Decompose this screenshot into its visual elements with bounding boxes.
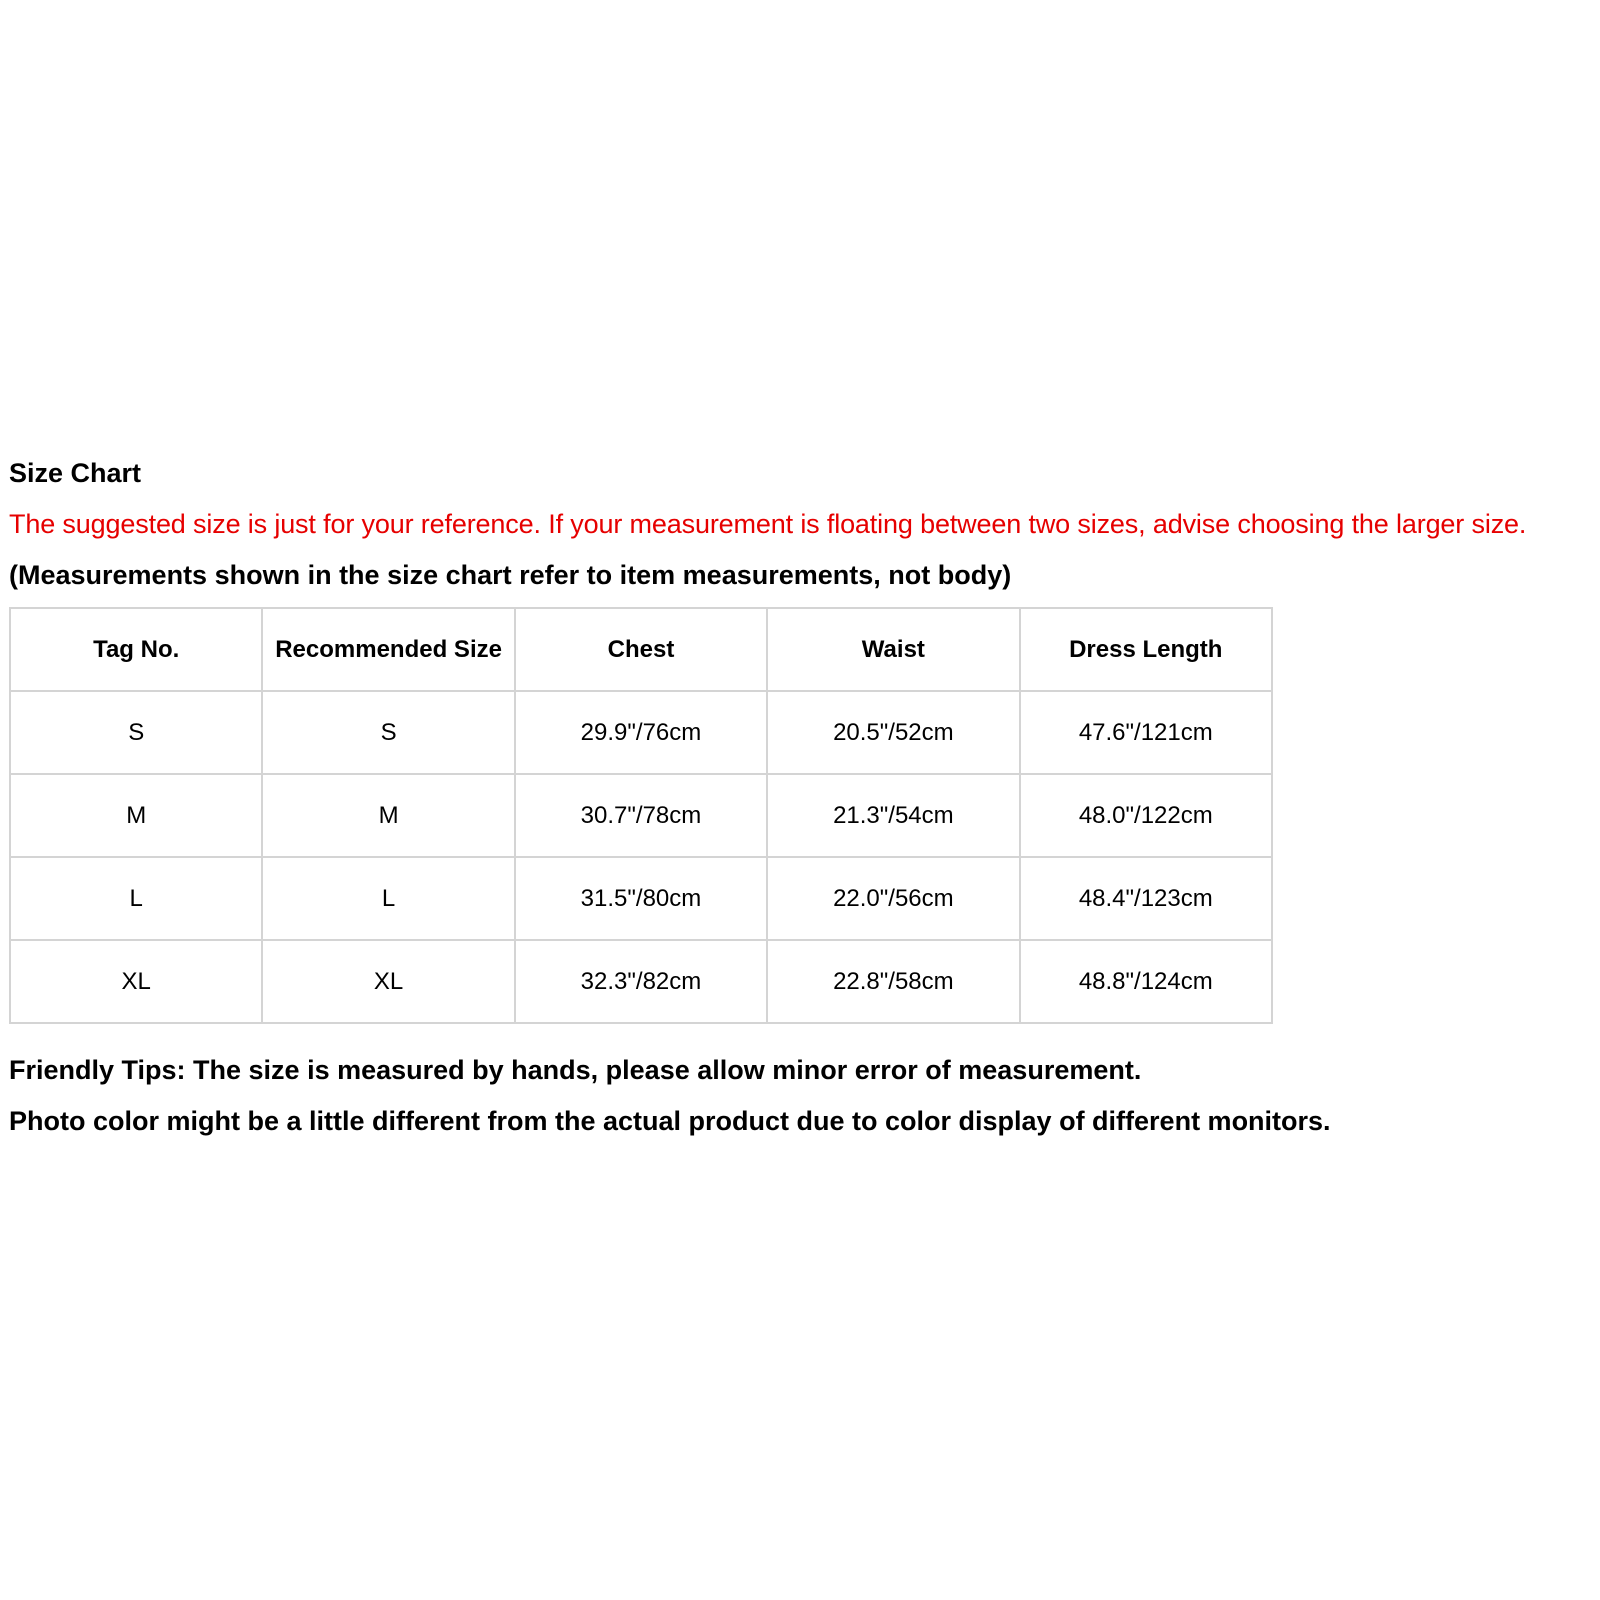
cell-chest: 31.5"/80cm bbox=[515, 857, 767, 940]
header-chest: Chest bbox=[515, 608, 767, 691]
header-tag-no: Tag No. bbox=[10, 608, 262, 691]
size-chart-section bbox=[9, 450, 1594, 1147]
cell-recommended-size: M bbox=[262, 774, 514, 857]
cell-tag-no: L bbox=[10, 857, 262, 940]
friendly-tips bbox=[9, 1045, 1594, 1147]
cell-waist: 20.5"/52cm bbox=[767, 691, 1019, 774]
size-reference-notice: The suggested size is just for your reference. If your measurement is floating between two sizes, advise choosing the larger size. bbox=[9, 509, 1527, 539]
cell-dress-length: 47.6"/121cm bbox=[1020, 691, 1272, 774]
cell-tag-no: M bbox=[10, 774, 262, 857]
cell-chest: 32.3"/82cm bbox=[515, 940, 767, 1023]
cell-chest: 29.9"/76cm bbox=[515, 691, 767, 774]
tip-photo-color: Photo color might be a little different from the actual product due to color display of different monitors. bbox=[9, 1106, 1331, 1136]
cell-recommended-size: S bbox=[262, 691, 514, 774]
cell-dress-length: 48.4"/123cm bbox=[1020, 857, 1272, 940]
measurement-note: (Measurements shown in the size chart refer to item measurements, not body) bbox=[9, 560, 1012, 590]
cell-waist: 21.3"/54cm bbox=[767, 774, 1019, 857]
size-table bbox=[9, 607, 1273, 1024]
cell-dress-length: 48.8"/124cm bbox=[1020, 940, 1272, 1023]
table-row bbox=[10, 857, 1272, 940]
cell-dress-length: 48.0"/122cm bbox=[1020, 774, 1272, 857]
tip-measurement: Friendly Tips: The size is measured by hands, please allow minor error of measurement. bbox=[9, 1055, 1142, 1085]
table-row bbox=[10, 774, 1272, 857]
cell-chest: 30.7"/78cm bbox=[515, 774, 767, 857]
table-row bbox=[10, 940, 1272, 1023]
table-row bbox=[10, 691, 1272, 774]
cell-waist: 22.0"/56cm bbox=[767, 857, 1019, 940]
cell-tag-no: S bbox=[10, 691, 262, 774]
header-waist: Waist bbox=[767, 608, 1019, 691]
cell-waist: 22.8"/58cm bbox=[767, 940, 1019, 1023]
cell-tag-no: XL bbox=[10, 940, 262, 1023]
cell-recommended-size: L bbox=[262, 857, 514, 940]
header-recommended-size: Recommended Size bbox=[262, 608, 514, 691]
table-header-row bbox=[10, 608, 1272, 691]
size-chart-title: Size Chart bbox=[9, 458, 142, 488]
header-dress-length: Dress Length bbox=[1020, 608, 1272, 691]
cell-recommended-size: XL bbox=[262, 940, 514, 1023]
